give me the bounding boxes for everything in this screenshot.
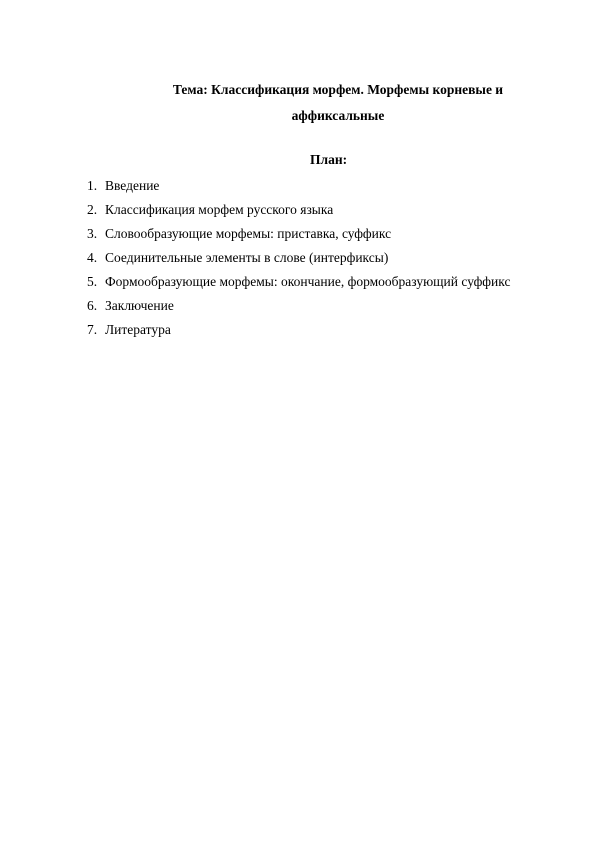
plan-item-number: 5. <box>87 274 98 289</box>
plan-item-number: 1. <box>87 178 98 193</box>
plan-item-number: 2. <box>87 202 98 217</box>
plan-item-text: Введение <box>105 178 160 193</box>
plan-item-number: 4. <box>87 250 98 265</box>
plan-item-text: Литература <box>105 322 171 337</box>
plan-item-text: Заключение <box>105 298 174 313</box>
document-title-line-2: аффиксальные <box>291 108 385 123</box>
document-title-line-1: Тема: Классификация морфем. Морфемы корневые и <box>172 82 504 97</box>
plan-item-3 <box>87 224 510 248</box>
plan-item-text: Классификация морфем русского языка <box>105 202 334 217</box>
plan-item-2 <box>87 200 510 224</box>
plan-item-number: 7. <box>87 322 98 337</box>
plan-item-text: Соединительные элементы в слове (интерфиксы) <box>105 250 389 265</box>
plan-item-7 <box>87 320 510 344</box>
plan-item-text: Формообразующие морфемы: окончание, формообразующий суффикс <box>105 274 511 289</box>
plan-item-5 <box>87 272 510 296</box>
plan-item-text: Словообразующие морфемы: приставка, суффикс <box>105 226 392 241</box>
plan-list <box>87 176 510 344</box>
plan-item-1 <box>87 176 510 200</box>
plan-item-4 <box>87 248 510 272</box>
plan-item-6 <box>87 296 510 320</box>
plan-heading: План: <box>310 152 348 167</box>
plan-item-number: 6. <box>87 298 98 313</box>
plan-item-number: 3. <box>87 226 98 241</box>
